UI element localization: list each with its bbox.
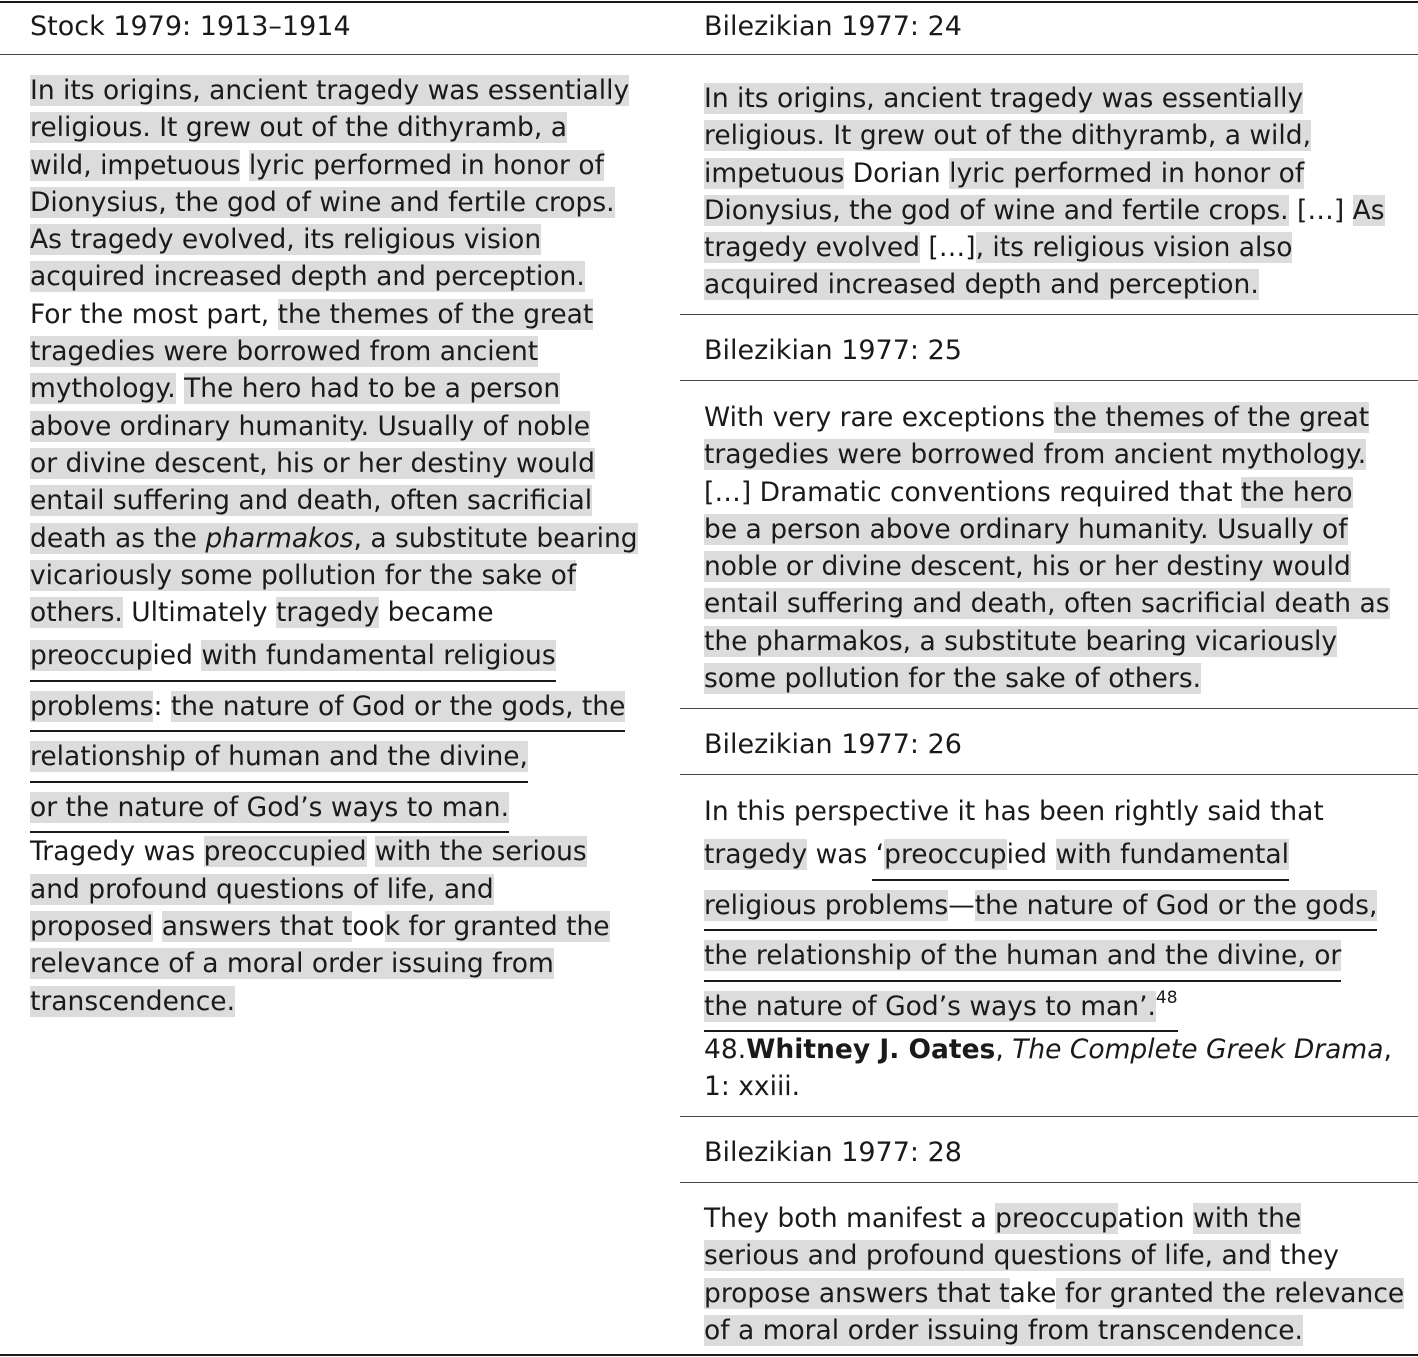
highlighted-text: lyric performed in honor of [949,157,1305,189]
right-header-4: Bilezikian 1977: 28 [704,1137,962,1168]
highlighted-text: tragedies were borrowed from ancient [30,336,539,368]
right-1-line-4 [704,192,1404,229]
plain-text: Ultimately [122,597,276,629]
left-line-21 [30,871,640,908]
plain-text: […] [919,232,976,264]
right-rule-4 [680,774,1418,775]
left-line-15 [30,594,640,631]
highlighted-text: the nature of God or the gods, the [170,690,626,722]
right-4-line-1 [704,1200,1404,1237]
right-rule-3 [680,708,1418,709]
right-2-line-1 [704,399,1404,436]
highlighted-text: noble or divine descent, his or her destiny would [704,551,1351,583]
highlighted-text: relevance of a moral order issuing from [30,948,554,980]
left-column-text [30,72,640,1020]
highlighted-text: k for granted the [384,911,610,943]
highlighted-text: the themes of the great [1053,402,1370,433]
right-block-1-text [704,80,1404,304]
highlighted-text: preoccup [30,640,153,672]
highlighted-text: problems [30,690,154,722]
header-bottom-rule [0,54,1418,55]
highlighted-text: As [1352,194,1385,226]
right-4-line-2 [704,1237,1404,1274]
left-line-11 [30,445,640,482]
plain-text: […] Dramatic conventions required that [704,476,1241,508]
highlighted-text: preoccup [884,839,1007,871]
plain-text: was ‘ [807,839,885,871]
highlighted-text: with the serious [374,836,587,868]
right-1-line-3 [704,155,1404,192]
right-1-line-1 [704,80,1404,117]
highlighted-text: transcendence. [30,985,236,1017]
highlighted-text: the nature of God’s ways to man’. [704,990,1156,1022]
right-block-2-text [704,399,1404,697]
right-4-line-4 [704,1312,1404,1349]
right-1-line-6 [704,266,1404,303]
footnote-number: 48. [704,1034,747,1065]
left-line-22 [30,908,640,945]
highlighted-text: Dionysius, the god of wine and fertile crops. [704,194,1289,226]
right-2-line-3 [704,474,1404,511]
plain-text: For the most part, [30,298,278,330]
right-3-line-1 [704,793,1404,830]
left-line-12 [30,482,640,519]
left-line-14 [30,557,640,594]
plain-text: ied [1006,839,1056,871]
highlighted-text: In its origins, ancient tragedy was essentially [704,83,1304,114]
table-bottom-rule [0,1354,1418,1356]
right-2-line-2 [704,436,1404,473]
highlighted-text: preoccup [995,1203,1118,1234]
highlighted-text: the pharmakos, a substitute bearing vicariously [704,625,1338,657]
highlighted-text: tragedy evolved [704,232,920,264]
plain-text: ake [1009,1277,1057,1309]
left-line-5 [30,221,640,258]
right-header-3: Bilezikian 1977: 26 [704,729,962,760]
plain-text: Dorian [844,157,950,189]
highlighted-text: entail suffering and death, often sacrificial [30,485,593,517]
right-1-line-2 [704,117,1404,154]
left-line-20 [30,833,640,870]
highlighted-text: religious problems [704,889,949,921]
right-rule-1 [680,314,1418,315]
highlighted-text: tragedies were borrowed from ancient mythology. [704,439,1367,471]
highlighted-text: others. [30,597,123,629]
plain-text [240,150,248,181]
left-line-24 [30,983,640,1020]
plain-text [153,911,161,942]
highlighted-text: with fundamental [1055,839,1290,871]
highlighted-text: , its religious vision also [975,232,1293,264]
highlighted-text: religious. It grew out of the dithyramb, a wild, [704,120,1312,152]
right-rule-5 [680,1116,1418,1117]
highlighted-text: with the [1193,1203,1302,1234]
left-line-1 [30,72,640,109]
highlighted-text: tragedy [704,839,808,871]
highlighted-text: propose answers that t [704,1277,1010,1309]
highlighted-text: the themes of the great [277,298,594,330]
right-2-line-4 [704,511,1404,548]
highlighted-text: tragedy [275,597,380,629]
highlighted-text: the hero [1241,476,1353,508]
highlighted-text: In its origins, ancient tragedy was essentially [30,75,630,106]
highlighted-text: Dionysius, the god of wine and fertile crops. [30,186,615,218]
highlighted-text: of a moral order issuing from transcendence. [704,1314,1303,1346]
left-line-18 [30,732,640,783]
right-block-3-text [704,793,1404,1032]
left-line-23 [30,945,640,982]
highlighted-text: impetuous [704,157,845,189]
left-line-7 [30,296,640,333]
highlighted-text: acquired increased depth and perception. [30,261,585,293]
left-line-3 [30,147,640,184]
highlighted-text: vicariously some pollution for the sake of [30,559,577,591]
highlighted-text: the relationship of the human and the divine, or [704,940,1342,972]
right-rule-6 [680,1182,1418,1183]
highlighted-text: serious and profound questions of life, and [704,1240,1272,1272]
right-rule-2 [680,380,1418,381]
highlighted-text: The hero had to be a person [184,373,561,405]
highlighted-text: or divine descent, his or her destiny would [30,447,595,479]
right-3-line-2 [704,830,1404,881]
highlighted-text: for granted the relevance [1056,1277,1405,1309]
highlighted-text: or the nature of God’s ways to man. [30,791,510,823]
right-header-2: Bilezikian 1977: 25 [704,335,962,366]
highlighted-text: death as the [30,522,206,554]
plain-text: became [379,597,494,629]
highlighted-text: lyric performed in honor of [248,149,604,181]
plain-text: oo [352,911,385,943]
right-3-line-3 [704,881,1404,932]
plain-text: they [1271,1240,1339,1272]
plain-text: ation [1117,1203,1194,1234]
highlighted-text: some pollution for the sake of others. [704,663,1202,695]
highlighted-text: proposed [30,911,154,943]
right-1-line-5 [704,229,1404,266]
right-2-line-7 [704,623,1404,660]
left-line-16 [30,631,640,682]
plain-text: In this perspective it has been rightly said that [704,796,1324,827]
right-header-1: Bilezikian 1977: 24 [704,11,962,42]
plain-text: 48 [1155,987,1178,1008]
highlighted-text: acquired increased depth and perception. [704,269,1259,301]
highlighted-text: above ordinary humanity. Usually of noble [30,410,591,442]
left-line-19 [30,783,640,834]
right-2-line-5 [704,548,1404,585]
right-block-4-text [704,1200,1404,1349]
highlighted-text: be a person above ordinary humanity. Usually of [704,513,1348,545]
left-column-header: Stock 1979: 1913–1914 [30,11,351,42]
highlighted-text: entail suffering and death, often sacrificial death as [704,588,1390,620]
highlighted-text: mythology. [30,373,176,405]
plain-text: They both manifest a [704,1203,996,1234]
highlighted-text: , a substitute bearing [353,522,638,554]
highlighted-text: with fundamental religious [201,640,556,672]
highlighted-text: relationship of human and the divine, [30,741,528,773]
highlighted-text: the nature of God or the gods, [974,889,1378,921]
footnote-title: The Complete Greek Drama [1012,1034,1384,1065]
highlighted-text: religious. It grew out of the dithyramb, a [30,112,567,144]
left-line-10 [30,408,640,445]
footnote-author: Whitney J. Oates [746,1034,996,1065]
highlighted-text: preoccupied [203,836,367,868]
right-3-line-4 [704,931,1404,982]
left-line-4 [30,184,640,221]
right-4-line-3 [704,1275,1404,1312]
plain-text: Tragedy was [30,836,204,868]
highlighted-text: wild, impetuous [30,149,241,181]
plain-text [367,836,375,867]
left-line-2 [30,109,640,146]
footnote-48: 48.Whitney J. Oates, The Complete Greek Drama, 1: xxiii. [704,1034,1392,1103]
highlighted-text: and profound questions of life, and [30,873,494,905]
plain-text: ied [152,640,202,672]
footnote-page: 1: xxiii. [704,1071,801,1103]
highlighted-text: pharmakos [205,522,354,554]
table-top-rule [0,1,1418,3]
plain-text: : [153,690,171,722]
plain-text [176,373,184,404]
left-line-13 [30,520,640,557]
highlighted-text: As tragedy evolved, its religious vision [30,224,542,256]
right-2-line-6 [704,585,1404,622]
right-2-line-8 [704,660,1404,697]
left-line-9 [30,370,640,407]
right-3-line-5 [704,982,1404,1033]
left-line-17 [30,682,640,733]
plain-text: With very rare exceptions [704,402,1054,433]
highlighted-text: answers that t [161,911,353,943]
plain-text: […] [1288,194,1353,226]
left-line-8 [30,333,640,370]
left-line-6 [30,258,640,295]
plain-text: — [948,889,975,921]
